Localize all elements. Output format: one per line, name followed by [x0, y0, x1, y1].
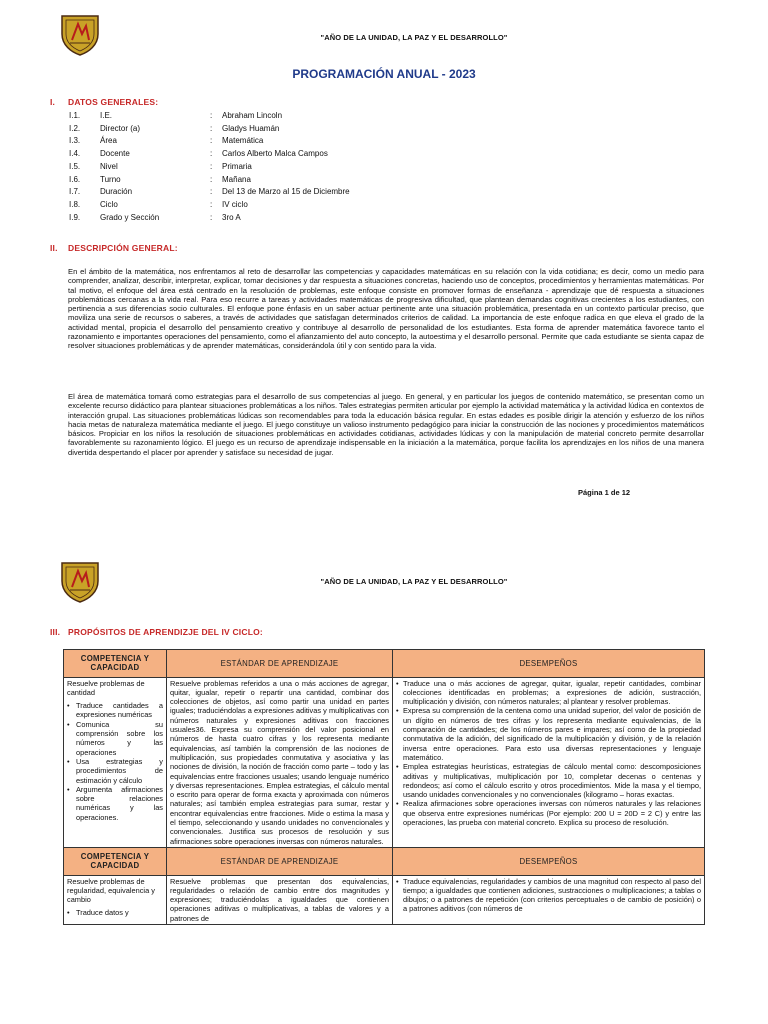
row-value: Mañana [222, 174, 251, 184]
row-value: IV ciclo [222, 199, 248, 209]
row-value: 3ro A [222, 212, 241, 222]
row-label: Ciclo [100, 199, 118, 209]
row-number: I.7. [69, 187, 81, 197]
section-number: III. [50, 627, 61, 637]
data-row [69, 110, 350, 123]
performance-list [396, 877, 701, 914]
header-motto: "AÑO DE LA UNIDAD, LA PAZ Y EL DESARROLLO" [320, 577, 508, 586]
row-number: I.8. [69, 199, 81, 209]
row-label: Docente [100, 149, 130, 159]
row-label: Grado y Sección [100, 212, 160, 222]
row-value: Gladys Huamán [222, 123, 280, 133]
document-page-2 [0, 545, 768, 1024]
row-number: I.1. [69, 111, 81, 120]
row-label: Duración [100, 187, 133, 197]
row-number: I.4. [69, 149, 81, 159]
page-title: PROGRAMACIÓN ANUAL - 2023 [292, 67, 476, 81]
data-row [69, 148, 350, 161]
row-value: Matemática [222, 136, 264, 146]
performance-item: • Emplea estrategias heurísticas, estrategias de cálculo mental como: descomposiciones aditivas y multiplicativas, multiplicación por 10, completar decenas o centenas y redondeos; así como el cálculo escrito y otros procedimientos. Mide la masa y el tiempo, usando unidades convencionales y no convencionales (kilogramo – horas exactas. [396, 762, 701, 799]
section-title: DATOS GENERALES: [68, 97, 159, 107]
standard-cell: Resuelve problemas referidos a una o más acciones de agregar, quitar, igualar, repetir o repartir una cantidad, combinar dos colecciones de objetos, así como partir una unidad en partes iguales; traduciéndolas a expresiones aditivas y multiplicativas con números naturales y expresiones aditivas con fracciones usuales36. Expresa su comprensión del valor posicional en números de hasta cuatro cifras y los representa mediante equivalencias, así también la comprensión de las nociones de multiplicación, sus propiedades conmutativa y asociativa y las nociones de división, la noción de fracción como parte – todo y las equivalencias entre fracciones usuales; usando lenguaje numérico y diversas representaciones. Emplea estrategias, el cálculo mental o escrito para operar de forma exacta y aproximada con números naturales; así también emplea estrategias para sumar, restar y encontrar equivalencias entre fracciones. Mide o estima la masa y el tiempo, seleccionando y usando unidades no convencionales y convencionales. Justifica sus procesos de resolución y sus afirmaciones sobre operaciones inversas con números naturales. [167, 677, 393, 847]
standard-cell: Resuelve problemas que presentan dos equivalencias, regularidades o relación de cambio entre dos magnitudes y expresiones; traduciéndolas a igualdades que contienen operaciones aditivas o multiplicativas, a tablas de valores y a patrones de [167, 875, 393, 924]
row-value: Abraham Lincoln [222, 111, 283, 120]
data-row [69, 186, 350, 199]
performance-item: • Expresa su comprensión de la centena como una unidad superior, del valor de posición de un dígito en números de tres cifras y los representa mediante equivalencias, de la comparación de cantidades; de los números pares e impares; así como de la propiedad conmutativa de la adición, del significado de la multiplicación y división, y de la relación inversa entre operaciones. Para esto usa diversas representaciones y lenguaje matemático. [396, 706, 701, 762]
page-gap [0, 515, 768, 545]
row-number: I.6. [69, 174, 81, 184]
header-performances: DESEMPEÑOS [393, 650, 705, 678]
description-paragraph-2: El área de matemática tomará como estrategias para el desarrollo de sus competencias al juego. En general, y en particular los juegos de contenido matemático, se presentan como un excelente recurso didáctico para plantear situaciones problemáticas a los niños. Tales estrategias permiten articular por ejemplo la actividad matemática y la actividad lúdica en contextos de interacción grupal. Las situaciones problemáticas lúdicas son recomendables para toda la educación básica regular. En estas edades es posible dirigir la atención y esfuerzo de los niños hacia metas de naturaleza matemática mediante el juego. El juego constituye un valioso instrumento pedagógico para iniciar la construcción de las nociones y procedimientos matemáticos básicos. Propiciar en los niños la resolución de situaciones problemáticas en actividades cotidianas, actividades lúdicas y con la manipulación de material concreto permite desarrollar favorablemente su razonamiento lógico. El juego es un recurso de aprendizaje indispensable en la iniciación a la matemática, porque facilita los aprendizajes en los niños de una manera divertida despertando el placer por aprender y satisface su necesidad de jugar. [68, 392, 704, 457]
section-heading-descripcion [50, 243, 178, 253]
performances-cell [393, 875, 705, 924]
row-label: Director (a) [100, 123, 141, 133]
header-standard: ESTÁNDAR DE APRENDIZAJE [167, 847, 393, 875]
row-separator: : [210, 212, 213, 222]
row-separator: : [210, 149, 213, 159]
row-number: I.3. [69, 136, 81, 146]
capacity-item: • Usa estrategias y procedimientos de estimación y cálculo [67, 757, 163, 785]
row-separator: : [210, 187, 213, 197]
capacity-item: • Comunica su comprensión sobre los números y las operaciones [67, 720, 163, 757]
row-label: Nivel [100, 161, 118, 171]
capacity-item: • Traduce datos y [67, 908, 163, 917]
section-number: II. [50, 243, 58, 253]
capacity-list [67, 701, 163, 822]
header-competence: COMPETENCIA Y CAPACIDAD [64, 650, 167, 678]
header-standard: ESTÁNDAR DE APRENDIZAJE [167, 650, 393, 678]
table-row [64, 875, 705, 924]
performance-item: • Traduce una o más acciones de agregar, quitar, igualar, repetir cantidades, combinar colecciones identificadas en problemas; a expresiones de adición, sustracción, multiplicación y división, con números naturales; al plantear y resolver problemas. [396, 679, 701, 707]
row-separator: : [210, 161, 213, 171]
row-separator: : [210, 111, 213, 120]
competence-title: Resuelve problemas de cantidad [67, 678, 145, 697]
data-row [69, 174, 350, 187]
row-label: Turno [100, 174, 121, 184]
row-separator: : [210, 123, 213, 133]
performance-list [396, 679, 701, 828]
table-header-row [64, 650, 705, 678]
row-label: Área [100, 136, 117, 146]
data-row [69, 212, 350, 225]
table-header-row [64, 847, 705, 875]
section-number: I. [50, 97, 56, 107]
competence-cell [64, 875, 167, 924]
data-row [69, 135, 350, 148]
data-row [69, 199, 350, 212]
description-paragraph-1: En el ámbito de la matemática, nos enfrentamos al reto de desarrollar las competencias y capacidades matemáticas en su relación con la vida cotidiana; es decir, como un medio para comprender, analizar, describir, interpretar, explicar, tomar decisiones y dar respuesta a situaciones concretas, haciendo uso de conceptos, procedimientos y herramientas matemáticas. Por tal motivo, el enfoque del área está centrado en la resolución de problemas, este enfoque consiste en promover formas de enseñanza - aprendizaje que dé respuesta a situaciones problemáticas cercanas a la vida real. Para eso recurre a tareas y actividades matemáticas de progresiva dificultad, que plantean demandas cognitivas crecientes a los estudiantes, con pertinencia a sus diferencias socio culturales. El enfoque pone énfasis en un saber actuar pertinente ante una situación problemática, presentada en un contexto particular preciso, que moviliza una serie de recursos o saberes, a través de actividades que satisfagan determinados criterios de calidad. La importancia de este enfoque radica en que eleva el grado de la actividad mental, propicia el desarrollo del pensamiento creativo y contribuye al desarrollo de personalidad de los estudiantes. Esta forma de aprender matemática favorece tanto el razonamiento e importantes operaciones del pensamiento, como el afianzamiento del auto concepto, la autoestima y el desarrollo personal. Permite que cada estudiante se sienta capaz de resolver situaciones problemáticas y de aprender matemáticas, considerándola útil y con sentido para la vida. [68, 267, 704, 351]
data-row [69, 161, 350, 174]
row-number: I.9. [69, 212, 81, 222]
row-value: Del 13 de Marzo al 15 de Diciembre [222, 187, 350, 197]
row-separator: : [210, 199, 213, 209]
table-row [64, 677, 705, 847]
performance-item: • Realiza afirmaciones sobre operaciones inversas con números naturales y las relaciones que observa entre expresiones numéricas (Por ejemplo: 200 U = 20D = 2 C) y entre las operaciones, las prueba con material concreto. Explica su proceso de resolución. [396, 799, 701, 827]
header-competence: COMPETENCIA Y CAPACIDAD [64, 847, 167, 875]
row-number: I.5. [69, 161, 81, 171]
header-performances: DESEMPEÑOS [393, 847, 705, 875]
header-motto: "AÑO DE LA UNIDAD, LA PAZ Y EL DESARROLLO" [320, 33, 508, 42]
row-separator: : [210, 136, 213, 146]
section-heading-propositos [50, 627, 263, 637]
performance-item: • Traduce equivalencias, regularidades y cambios de una magnitud con respecto al paso del tiempo; a igualdades que contienen adiciones, sustracciones o multiplicaciones; a tablas o dibujos; o a patrones de repetición (con criterios perceptuales o de cambio de posición) o a patrones aditivos (con números de [396, 877, 701, 914]
competence-cell [64, 677, 167, 847]
row-number: I.2. [69, 123, 81, 133]
purposes-table [63, 649, 705, 925]
capacity-list [67, 908, 163, 917]
competence-title: Resuelve problemas de regularidad, equivalencia y cambio [67, 876, 155, 905]
capacity-item: • Traduce cantidades a expresiones numéricas [67, 701, 163, 720]
section-title: PROPÓSITOS DE APRENDIZJE DEL IV CICLO: [68, 627, 263, 637]
row-value: Primaria [222, 161, 252, 171]
row-separator: : [210, 174, 213, 184]
row-value: Carlos Alberto Malca Campos [222, 149, 328, 159]
section-heading-datos [50, 97, 158, 107]
performances-cell [393, 677, 705, 847]
section-title: DESCRIPCIÓN GENERAL: [68, 243, 178, 253]
capacity-item: • Argumenta afirmaciones sobre relaciones numéricas y las operaciones. [67, 785, 163, 822]
page-number: Página 1 de 12 [578, 488, 631, 497]
row-label: I.E. [100, 111, 113, 120]
general-data-list [69, 110, 350, 224]
data-row [69, 123, 350, 136]
